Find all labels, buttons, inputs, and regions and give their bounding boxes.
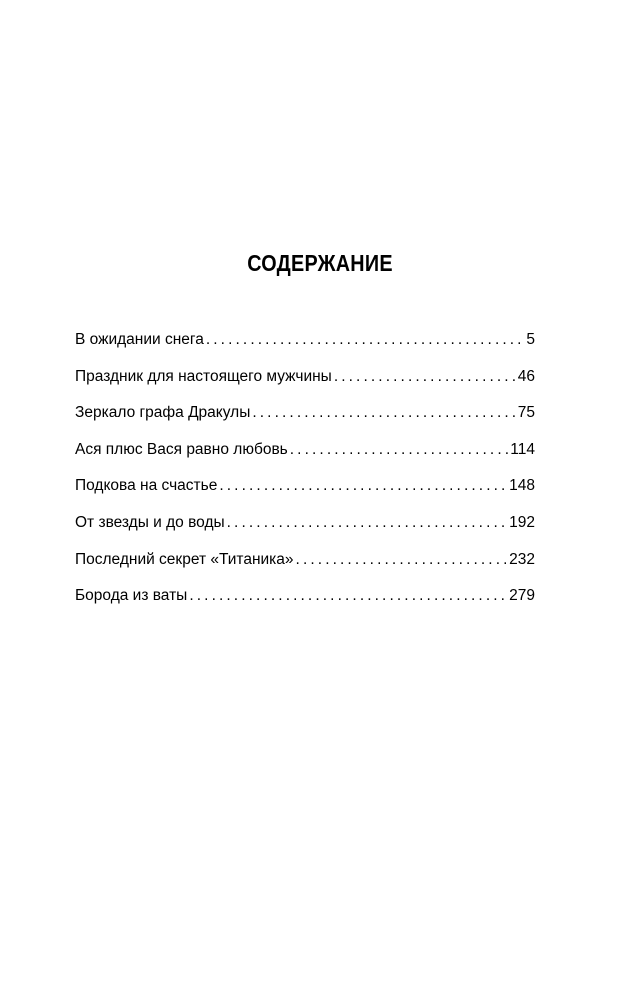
dot-leader: [227, 511, 507, 535]
toc-entry: [75, 365, 535, 402]
toc-entry-title: Ася плюс Вася равно любовь: [75, 440, 288, 458]
toc-entry: [75, 474, 535, 511]
page-title: СОДЕРЖАНИЕ: [247, 250, 393, 276]
toc-entry: [75, 328, 535, 365]
dot-leader: [219, 474, 507, 498]
toc-page-number: 192: [509, 513, 535, 531]
dot-leader: [296, 548, 508, 572]
toc-entry-title: Подкова на счастье: [75, 477, 218, 495]
dot-leader: [290, 438, 509, 462]
toc-entry: [75, 584, 535, 621]
dot-leader: [252, 401, 515, 425]
dot-leader: [206, 328, 525, 352]
toc-entry-title: В ожидании снега: [75, 331, 204, 348]
toc-page-number: 114: [510, 440, 535, 458]
toc-page-number: 75: [517, 404, 535, 422]
toc-entry: [75, 438, 535, 475]
toc-page-number: 279: [509, 587, 535, 605]
toc-entry: [75, 401, 535, 438]
toc-entry-title: Последний секрет «Титаника»: [75, 550, 294, 568]
toc-entry: [75, 511, 535, 548]
toc-entry-title: Праздник для настоящего мужчины: [75, 367, 332, 385]
toc-entry-title: Зеркало графа Дракулы: [75, 404, 251, 422]
toc-entry: [75, 548, 535, 585]
toc-entry-title: От звезды и до воды: [75, 513, 225, 531]
toc-entry-title: Борода из ваты: [75, 587, 188, 605]
table-of-contents: [75, 328, 535, 621]
toc-page-number: 5: [526, 331, 535, 348]
toc-page-number: 232: [509, 550, 535, 568]
toc-page-number: 46: [517, 367, 535, 385]
dot-leader: [334, 365, 516, 389]
toc-page-number: 148: [509, 477, 535, 495]
dot-leader: [189, 584, 507, 608]
